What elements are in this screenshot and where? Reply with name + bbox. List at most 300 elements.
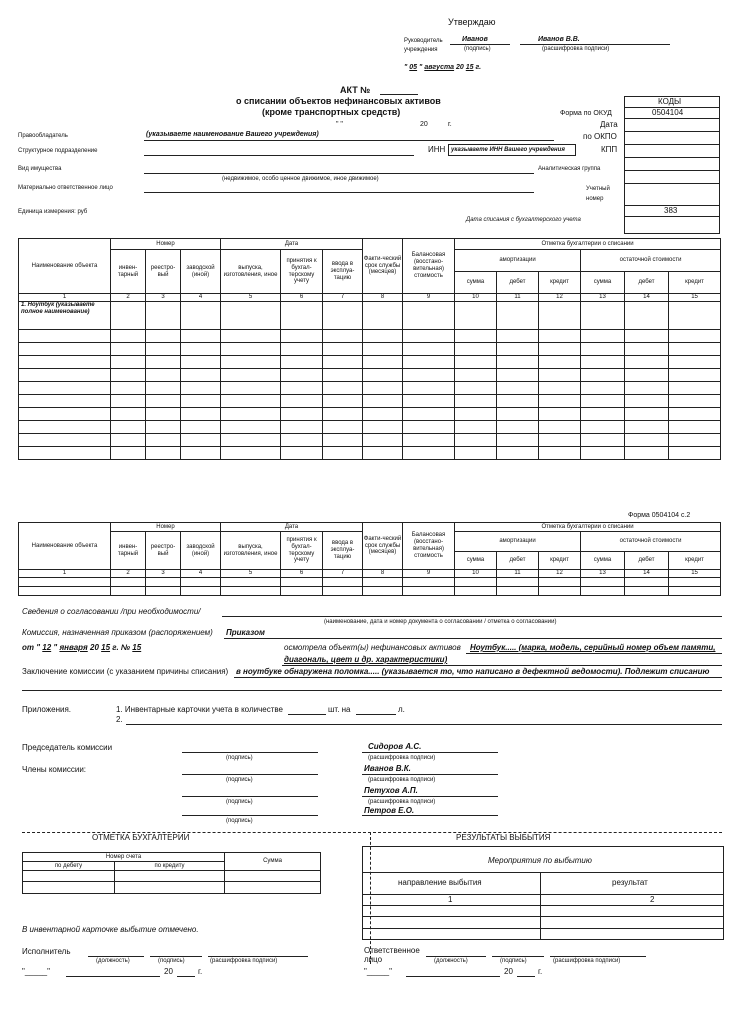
disposal-num-2: 2 bbox=[650, 895, 655, 904]
order-date: от " 12 " января 20 15 г. № 15 bbox=[22, 643, 142, 652]
col-commission: ввода в эксплуа-тацию bbox=[323, 250, 363, 294]
members-label: Члены комиссии: bbox=[22, 765, 87, 774]
table-cell bbox=[281, 587, 323, 596]
table-cell bbox=[181, 369, 221, 382]
table-cell bbox=[281, 382, 323, 395]
table-cell bbox=[581, 395, 625, 408]
table-cell bbox=[455, 382, 497, 395]
table-cell bbox=[181, 447, 221, 460]
table-cell bbox=[669, 578, 721, 587]
table-cell bbox=[181, 356, 221, 369]
head-label: Руководитель bbox=[404, 38, 443, 44]
col-amort: амортизации bbox=[455, 532, 581, 552]
responsible-position-caption: (должность) bbox=[434, 958, 468, 964]
accounting-table bbox=[22, 852, 321, 894]
conclusion-label: Заключение комиссии (с указанием причины списания) bbox=[22, 667, 229, 676]
table-cell bbox=[146, 395, 181, 408]
table-cell bbox=[19, 382, 111, 395]
table-cell bbox=[146, 343, 181, 356]
table-cell bbox=[281, 578, 323, 587]
col-num: 3 bbox=[146, 570, 181, 578]
col-num: 14 bbox=[625, 294, 669, 302]
table-cell bbox=[363, 369, 403, 382]
table-cell bbox=[581, 578, 625, 587]
table-cell bbox=[146, 587, 181, 596]
table-cell bbox=[19, 447, 111, 460]
table-cell bbox=[281, 395, 323, 408]
first-row-name: 1. Ноутбук (указываете полное наименование) bbox=[19, 302, 111, 330]
table-cell bbox=[221, 578, 281, 587]
table-cell bbox=[363, 395, 403, 408]
col-release: выпуска, изготовления, иное bbox=[221, 250, 281, 294]
table-cell bbox=[111, 421, 146, 434]
table-cell bbox=[455, 587, 497, 596]
table-cell bbox=[455, 395, 497, 408]
act-subtitle-2: (кроме транспортных средств) bbox=[262, 107, 401, 117]
okud-value: 0504104 bbox=[652, 108, 684, 117]
table-cell bbox=[19, 356, 111, 369]
table-row bbox=[19, 408, 721, 421]
col-sum: сумма bbox=[455, 552, 497, 570]
table-cell bbox=[146, 434, 181, 447]
table-cell bbox=[221, 356, 281, 369]
accounting-title: ОТМЕТКА БУХГАЛТЕРИИ bbox=[92, 833, 190, 842]
col-number: Номер bbox=[111, 523, 221, 532]
table-cell bbox=[221, 395, 281, 408]
table-cell bbox=[281, 447, 323, 460]
table-cell bbox=[281, 330, 323, 343]
col-residual: остаточной стоимости bbox=[581, 532, 721, 552]
head-signature: Иванов bbox=[462, 36, 488, 43]
col-factory: заводской (иной) bbox=[181, 532, 221, 570]
table-cell bbox=[323, 395, 363, 408]
responsible-label-2: лицо bbox=[364, 955, 383, 964]
table-cell bbox=[181, 395, 221, 408]
table-cell bbox=[669, 434, 721, 447]
table-cell bbox=[539, 421, 581, 434]
col-credit: кредит bbox=[539, 552, 581, 570]
table-cell bbox=[581, 382, 625, 395]
table-cell bbox=[625, 447, 669, 460]
attachment-sheets: л. bbox=[398, 705, 405, 714]
table-cell bbox=[581, 421, 625, 434]
table-cell bbox=[497, 395, 539, 408]
head-decode-caption: (расшифровка подписи) bbox=[542, 46, 610, 52]
table-cell bbox=[539, 578, 581, 587]
table-cell bbox=[323, 343, 363, 356]
col-num: 15 bbox=[669, 570, 721, 578]
table-cell bbox=[581, 434, 625, 447]
col-mark: Отметка бухгалтерии о списании bbox=[455, 239, 721, 250]
executor-date-quotes: "_____" bbox=[22, 967, 50, 976]
col-num: 11 bbox=[497, 294, 539, 302]
col-num: 2 bbox=[111, 570, 146, 578]
table-cell bbox=[539, 330, 581, 343]
executor-sign-caption: (подпись) bbox=[158, 958, 185, 964]
table-cell bbox=[221, 369, 281, 382]
okpo-label: по ОКПО bbox=[583, 132, 617, 141]
table-cell bbox=[497, 330, 539, 343]
table-cell bbox=[455, 447, 497, 460]
table-cell bbox=[181, 587, 221, 596]
col-num: 5 bbox=[221, 570, 281, 578]
table-cell bbox=[669, 356, 721, 369]
owner-label: Правообладатель bbox=[18, 133, 68, 139]
table-cell bbox=[111, 343, 146, 356]
division-label: Структурное подразделение bbox=[18, 148, 98, 154]
table-cell bbox=[455, 578, 497, 587]
table-cell bbox=[363, 343, 403, 356]
table-cell bbox=[669, 587, 721, 596]
col-credit: кредит bbox=[539, 272, 581, 294]
table-cell bbox=[625, 408, 669, 421]
table-cell bbox=[497, 434, 539, 447]
member-2-sign-caption: (подпись) bbox=[226, 799, 253, 805]
col-date: Дата bbox=[221, 239, 363, 250]
table-cell bbox=[146, 369, 181, 382]
col-balance: Балансовая (восстано-вительная) стоимость bbox=[403, 239, 455, 294]
col-life: Факти-ческий срок службы (месяцев) bbox=[363, 523, 403, 570]
table-cell bbox=[323, 382, 363, 395]
col-debit: дебет bbox=[625, 552, 669, 570]
table-cell bbox=[497, 447, 539, 460]
table-cell bbox=[221, 447, 281, 460]
table-cell bbox=[625, 330, 669, 343]
col-mark: Отметка бухгалтерии о списании bbox=[455, 523, 721, 532]
col-num: 3 bbox=[146, 294, 181, 302]
table-cell bbox=[497, 578, 539, 587]
table-cell bbox=[111, 369, 146, 382]
page2-form-label: Форма 0504104 с.2 bbox=[628, 512, 691, 519]
table-cell bbox=[181, 343, 221, 356]
col-num: 9 bbox=[403, 570, 455, 578]
col-amort: амортизации bbox=[455, 250, 581, 272]
table-cell bbox=[455, 408, 497, 421]
member-3-name: Петров Е.О. bbox=[364, 806, 415, 815]
table-cell bbox=[111, 356, 146, 369]
table-cell bbox=[625, 578, 669, 587]
table-cell bbox=[111, 434, 146, 447]
col-debit: дебет bbox=[497, 552, 539, 570]
attachments-label: Приложения. bbox=[22, 705, 72, 714]
okud-label: Форма по ОКУД bbox=[560, 110, 612, 117]
table-cell bbox=[221, 330, 281, 343]
table-cell bbox=[625, 343, 669, 356]
executor-year-prefix: 20 bbox=[164, 967, 173, 976]
table-cell bbox=[181, 330, 221, 343]
table-row bbox=[19, 356, 721, 369]
accounting-note: В инвентарной карточке выбытие отмечено. bbox=[22, 925, 199, 934]
table-cell bbox=[403, 330, 455, 343]
table-cell bbox=[581, 343, 625, 356]
table-cell bbox=[281, 434, 323, 447]
col-num: 10 bbox=[455, 570, 497, 578]
table-cell bbox=[403, 434, 455, 447]
attachment-item-1: 1. Инвентарные карточки учета в количестве bbox=[116, 705, 283, 714]
table-cell bbox=[497, 369, 539, 382]
table-row bbox=[19, 421, 721, 434]
table-cell bbox=[625, 587, 669, 596]
col-num: 4 bbox=[181, 570, 221, 578]
table-cell bbox=[323, 578, 363, 587]
table-cell bbox=[111, 447, 146, 460]
table-cell bbox=[221, 587, 281, 596]
col-accept: принятия к бухгал-терскому учету bbox=[281, 250, 323, 294]
table-cell bbox=[497, 421, 539, 434]
table-cell bbox=[455, 343, 497, 356]
table-cell bbox=[669, 343, 721, 356]
table-cell bbox=[19, 369, 111, 382]
table-cell bbox=[363, 408, 403, 421]
table-cell bbox=[281, 408, 323, 421]
table-cell bbox=[221, 382, 281, 395]
col-debit: дебет bbox=[497, 272, 539, 294]
table-row bbox=[19, 302, 721, 330]
table-cell bbox=[625, 356, 669, 369]
account-label-2: номер bbox=[586, 196, 604, 202]
table-cell bbox=[19, 578, 111, 587]
table-cell bbox=[111, 408, 146, 421]
col-sum: сумма bbox=[581, 552, 625, 570]
table-cell bbox=[181, 408, 221, 421]
table-cell bbox=[221, 408, 281, 421]
table-cell bbox=[403, 587, 455, 596]
act-date-quotes: " " bbox=[336, 121, 343, 128]
table-row bbox=[19, 369, 721, 382]
col-inv: инвен-тарный bbox=[111, 532, 146, 570]
table-cell bbox=[669, 330, 721, 343]
chair-label: Председатель комиссии bbox=[22, 743, 113, 752]
member-3-sign-caption: (подпись) bbox=[226, 818, 253, 824]
table-cell bbox=[146, 421, 181, 434]
table-cell bbox=[497, 343, 539, 356]
table-cell bbox=[539, 447, 581, 460]
sum-header: Сумма bbox=[225, 853, 321, 871]
owner-value: (указываете наименование Вашего учреждения) bbox=[146, 131, 319, 138]
agreement-label: Сведения о согласовании /при необходимости/ bbox=[22, 607, 201, 616]
member-1-sign-caption: (подпись) bbox=[226, 777, 253, 783]
col-sum: сумма bbox=[581, 272, 625, 294]
responsible-decode-caption: (расшифровка подписи) bbox=[553, 958, 621, 964]
table-cell bbox=[625, 382, 669, 395]
col-num: 1 bbox=[19, 294, 111, 302]
analytic-label: Аналитическая группа bbox=[538, 166, 601, 172]
table-num-row bbox=[19, 570, 721, 578]
table-cell bbox=[539, 382, 581, 395]
col-reg: реестро-вый bbox=[146, 250, 181, 294]
table-cell bbox=[221, 421, 281, 434]
table-cell bbox=[323, 330, 363, 343]
table-cell bbox=[111, 395, 146, 408]
col-credit: кредит bbox=[669, 272, 721, 294]
table-cell bbox=[403, 369, 455, 382]
commission-order-label: Комиссия, назначенная приказом (распоряжением) bbox=[22, 628, 213, 637]
table-cell bbox=[363, 382, 403, 395]
table-cell bbox=[539, 369, 581, 382]
col-num: 6 bbox=[281, 570, 323, 578]
disposal-result: результат bbox=[612, 878, 648, 887]
col-num: 11 bbox=[497, 570, 539, 578]
table-cell bbox=[363, 356, 403, 369]
table-cell bbox=[221, 434, 281, 447]
table-cell bbox=[146, 330, 181, 343]
account-no-header: Номер счета bbox=[23, 853, 225, 862]
table-cell bbox=[669, 382, 721, 395]
member-2-name: Петухов А.П. bbox=[364, 786, 418, 795]
table-row bbox=[23, 882, 321, 894]
table-cell bbox=[146, 447, 181, 460]
col-factory: заводской (иной) bbox=[181, 250, 221, 294]
table-cell bbox=[539, 356, 581, 369]
table-cell bbox=[455, 369, 497, 382]
table-cell bbox=[497, 382, 539, 395]
table-cell bbox=[539, 343, 581, 356]
col-residual: остаточной стоимости bbox=[581, 250, 721, 272]
table-cell bbox=[221, 343, 281, 356]
table-cell bbox=[497, 408, 539, 421]
table-cell bbox=[363, 447, 403, 460]
table-cell bbox=[403, 421, 455, 434]
approval-date: " 05 " августа 20 15 г. bbox=[404, 64, 482, 71]
table-cell bbox=[19, 421, 111, 434]
writeoff-date-label: Дата списания с бухгалтерского учета bbox=[466, 217, 581, 223]
act-subtitle-1: о списании объектов нефинансовых активов bbox=[236, 96, 441, 106]
inn-label: ИНН bbox=[428, 145, 446, 154]
table-cell bbox=[323, 408, 363, 421]
table-cell bbox=[455, 434, 497, 447]
table-cell bbox=[669, 447, 721, 460]
unit-label: Единица измерения: руб bbox=[18, 209, 88, 215]
col-num: 13 bbox=[581, 570, 625, 578]
table-cell bbox=[323, 434, 363, 447]
col-num: 9 bbox=[403, 294, 455, 302]
table-cell bbox=[455, 356, 497, 369]
table-cell bbox=[669, 421, 721, 434]
disposal-measures: Мероприятия по выбытию bbox=[488, 856, 592, 865]
table-cell bbox=[181, 434, 221, 447]
member-1-decode-caption: (расшифровка подписи) bbox=[368, 777, 436, 783]
table-cell bbox=[146, 356, 181, 369]
inn-value: указываете ИНН Вашего учреждения bbox=[451, 147, 565, 153]
col-inv: инвен-тарный bbox=[111, 250, 146, 294]
inspected-value-1: Ноутбук..... (марка, модель, серийный номер объем памяти, bbox=[470, 643, 716, 652]
table-cell bbox=[669, 408, 721, 421]
table-cell bbox=[669, 369, 721, 382]
table-cell bbox=[581, 447, 625, 460]
table-cell bbox=[455, 421, 497, 434]
col-num: 13 bbox=[581, 294, 625, 302]
col-sum: сумма bbox=[455, 272, 497, 294]
col-debit: дебет bbox=[625, 272, 669, 294]
table-cell bbox=[181, 578, 221, 587]
disposal-num-1: 1 bbox=[448, 895, 453, 904]
responsible-sign-caption: (подпись) bbox=[500, 958, 527, 964]
table-row bbox=[19, 330, 721, 343]
col-num: 15 bbox=[669, 294, 721, 302]
chair-sign-caption: (подпись) bbox=[226, 755, 253, 761]
table-cell bbox=[497, 587, 539, 596]
table-cell bbox=[403, 356, 455, 369]
table-row bbox=[19, 395, 721, 408]
table-cell bbox=[323, 356, 363, 369]
table-cell bbox=[539, 395, 581, 408]
act-title: АКТ № bbox=[340, 85, 371, 95]
chair-decode-caption: (расшифровка подписи) bbox=[368, 755, 436, 761]
unit-code: 383 bbox=[664, 206, 678, 215]
account-label-1: Учетный bbox=[586, 186, 610, 192]
property-kind-hint: (недвижимое, особо ценное движимое, иное движимое) bbox=[222, 176, 379, 182]
date-label: Дата bbox=[600, 120, 618, 129]
col-num: 12 bbox=[539, 570, 581, 578]
responsible-year-prefix: 20 bbox=[504, 967, 513, 976]
table-row bbox=[19, 343, 721, 356]
col-num: 2 bbox=[111, 294, 146, 302]
table-cell bbox=[323, 447, 363, 460]
head-sign-caption: (подпись) bbox=[464, 46, 491, 52]
table-cell bbox=[403, 382, 455, 395]
col-num: 8 bbox=[363, 294, 403, 302]
table-cell bbox=[323, 587, 363, 596]
col-num: 1 bbox=[19, 570, 111, 578]
approval-title: Утверждаю bbox=[448, 17, 496, 27]
table-row bbox=[19, 382, 721, 395]
table-cell bbox=[281, 343, 323, 356]
table-cell bbox=[497, 356, 539, 369]
act-year-suffix: г. bbox=[448, 121, 452, 128]
responsible-date-quotes: "_____" bbox=[364, 967, 392, 976]
member-1-name: Иванов В.К. bbox=[364, 764, 411, 773]
page2-table bbox=[18, 522, 721, 596]
table-cell bbox=[363, 330, 403, 343]
table-cell bbox=[146, 578, 181, 587]
table-cell bbox=[19, 434, 111, 447]
table-cell bbox=[455, 330, 497, 343]
attachment-item-2: 2. bbox=[116, 715, 123, 724]
table-cell bbox=[111, 382, 146, 395]
col-credit: кредит bbox=[669, 552, 721, 570]
table-cell bbox=[281, 369, 323, 382]
table-cell bbox=[181, 421, 221, 434]
table-cell bbox=[581, 369, 625, 382]
table-num-row bbox=[19, 294, 721, 302]
debit-header: по дебету bbox=[23, 862, 115, 871]
table-cell bbox=[323, 421, 363, 434]
table-cell bbox=[625, 369, 669, 382]
table-cell bbox=[363, 434, 403, 447]
table-cell bbox=[146, 382, 181, 395]
table-cell bbox=[403, 395, 455, 408]
chair-name: Сидоров А.С. bbox=[368, 742, 422, 751]
col-num: 4 bbox=[181, 294, 221, 302]
col-release: выпуска, изготовления, иное bbox=[221, 532, 281, 570]
table-cell bbox=[403, 578, 455, 587]
act-year-prefix: 20 bbox=[420, 121, 428, 128]
executor-decode-caption: (расшифровка подписи) bbox=[210, 958, 278, 964]
table-cell bbox=[539, 587, 581, 596]
table-cell bbox=[581, 408, 625, 421]
table-cell bbox=[146, 408, 181, 421]
table-row bbox=[19, 447, 721, 460]
table-cell bbox=[111, 578, 146, 587]
responsible-label-1: Ответственное bbox=[364, 946, 420, 955]
agreement-hint: (наименование, дата и номер документа о согласовании / отметка о согласовании) bbox=[324, 619, 557, 625]
disposal-title: РЕЗУЛЬТАТЫ ВЫБЫТИЯ bbox=[456, 833, 551, 842]
col-num: 8 bbox=[363, 570, 403, 578]
executor-label: Исполнитель bbox=[22, 947, 71, 956]
col-num: 6 bbox=[281, 294, 323, 302]
col-commission: ввода в эксплуа-тацию bbox=[323, 532, 363, 570]
responsible-year-suffix: г. bbox=[538, 967, 543, 976]
